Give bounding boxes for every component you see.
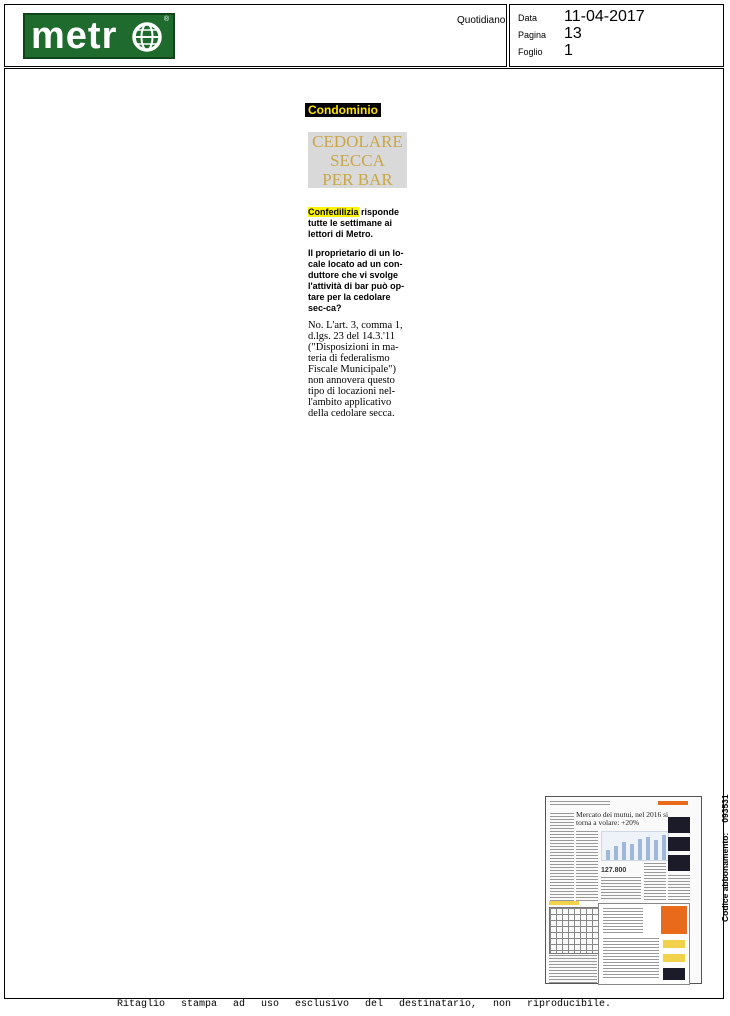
thumb-bar	[630, 844, 634, 860]
meta-label: Foglio	[518, 47, 543, 57]
subscription-code-value: 093531	[720, 794, 730, 823]
thumb-bar	[638, 839, 642, 860]
header-left-panel	[4, 4, 507, 67]
header-meta-panel	[509, 4, 724, 67]
meta-value: 1	[564, 42, 573, 59]
thumb-bar	[606, 850, 610, 860]
meta-row-sheet	[518, 42, 573, 60]
article-intro	[308, 207, 408, 240]
source-type: Quotidiano	[457, 15, 506, 26]
thumb-chart	[601, 831, 669, 861]
thumb-header-rule	[550, 801, 610, 805]
thumb-accent	[658, 801, 688, 805]
meta-value: 11-04-2017	[564, 8, 645, 25]
meta-row-page	[518, 25, 582, 43]
thumb-bar	[654, 840, 658, 860]
thumb-bar	[614, 846, 618, 860]
globe-icon	[131, 21, 163, 53]
thumb-text-column	[668, 875, 690, 901]
thumb-text-column	[549, 955, 597, 983]
headline-line: PER BAR	[322, 170, 393, 189]
meta-label: Data	[518, 13, 538, 23]
thumb-ad-list	[603, 938, 659, 978]
thumb-ad-chip	[663, 954, 685, 962]
source-highlight: Confedilizia	[308, 207, 359, 217]
thumb-dark-box	[668, 837, 690, 851]
thumb-ad-chip	[663, 940, 685, 948]
meta-row-date	[518, 8, 645, 26]
thumb-dark-box	[668, 817, 690, 833]
registered-icon: ®	[163, 16, 169, 23]
page-thumbnail	[545, 796, 702, 984]
thumb-ad-badge	[661, 906, 687, 934]
rubric-label: Condominio	[308, 103, 378, 117]
thumb-ad-text	[603, 908, 643, 934]
thumb-yellow-tag	[549, 901, 579, 905]
headline-line: SECCA	[330, 151, 385, 170]
article-answer: No. L'art. 3, comma 1, d.lgs. 23 del 14.3.'11 ("Disposizioni in ma-teria di federalismo Fiscale Municipale") non annovera questo tipo di locazioni nel-l'ambito applicativo della cedolare secca.	[308, 320, 403, 419]
subscription-code	[720, 794, 730, 922]
meta-value: 13	[564, 25, 582, 42]
thumb-text-column	[576, 831, 598, 901]
thumb-bar	[622, 842, 626, 860]
thumb-ad-qr	[663, 968, 685, 980]
thumb-bar	[662, 835, 666, 860]
thumb-text-column	[601, 877, 641, 901]
thumb-text-column	[644, 863, 666, 901]
thumb-dark-box	[668, 855, 690, 871]
article-question: Il proprietario di un lo-cale locato ad un con-duttore che vi svolge l'attività di bar può op-tare per la cedolare sec-ca?	[308, 248, 405, 313]
thumb-crossword	[549, 907, 601, 954]
subscription-code-label: Codice abbonamento:	[720, 832, 730, 922]
meta-label: Pagina	[518, 30, 547, 40]
footer-disclaimer: Ritaglio stampa ad uso esclusivo del destinatario, non riproducibile.	[116, 999, 612, 1010]
logo-text: metr	[31, 15, 118, 57]
article-headline	[308, 132, 407, 188]
thumb-advert	[598, 903, 690, 985]
thumb-big-number: 127.800	[601, 867, 627, 874]
thumb-bar	[646, 837, 650, 860]
intro-text: risponde tutte le settimane ai lettori di Metro.	[308, 207, 400, 239]
metro-logo	[23, 13, 175, 59]
thumb-text-column	[550, 813, 574, 903]
headline-line: CEDOLARE	[312, 132, 403, 151]
thumb-title: Mercato dei mutui, nel 2016 si torna a volare: +20%	[576, 810, 669, 827]
section-rubric	[305, 103, 381, 117]
